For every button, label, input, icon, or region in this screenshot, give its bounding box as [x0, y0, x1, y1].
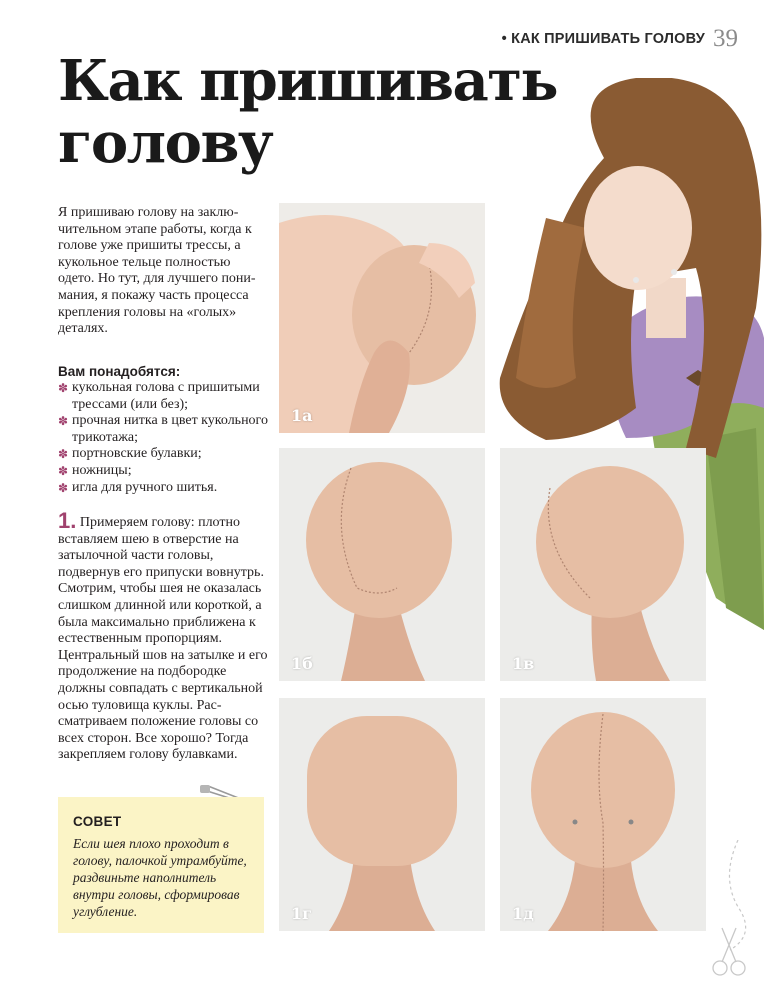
section-title: • КАК ПРИШИВАТЬ ГОЛОВУ [501, 31, 705, 47]
page-title-line-1: Как пришивать [58, 48, 557, 114]
page-title-line-2: голову [58, 110, 273, 176]
scissors-icon [700, 840, 760, 980]
list-item: ✽ кукольная голова с пришитыми трессами (или без); [58, 380, 260, 412]
materials-list [58, 380, 273, 497]
page-title [58, 50, 557, 174]
flower-bullet-icon: ✽ [58, 447, 69, 462]
step-text: Примеряем голову: плотно вставляем шею в отверстие на затылочной части головы, подвернув его припуски вовнутрь. Смотрим, чтобы шея не оказалась слишком длинной или короткой, а была максимально приближена к естественным пропорциям. Центральный шов на затылке и его продолжение на подбородке должны совпадать с вертикальной осью туловища куклы. Рассматриваем положение головы со всех сторон. Все хорошо? Тогда закрепляем голову булавками. [58, 515, 268, 763]
list-item: ✽ игла для ручного шитья. [58, 480, 218, 496]
photo-1v [500, 448, 706, 681]
photo-caption: 1б [291, 654, 313, 673]
flower-bullet-icon: ✽ [58, 381, 69, 395]
photo-1g [279, 698, 485, 931]
materials-title: Вам понадобятся: [58, 364, 181, 379]
photo-1g-image [279, 698, 485, 931]
photo-1b [279, 448, 485, 681]
flower-bullet-icon: ✽ [58, 481, 69, 496]
photo-1d-image [500, 698, 706, 931]
photo-caption: 1г [291, 904, 312, 923]
photo-1a [279, 203, 485, 433]
step-number: 1. [58, 508, 77, 533]
list-item: ✽ портновские булавки; [58, 446, 202, 462]
page-number: 39 [713, 25, 738, 52]
photo-1d [500, 698, 706, 931]
photo-caption: 1в [512, 654, 535, 673]
list-item: ✽ прочная нитка в цвет кукольного трикотажа; [58, 413, 268, 445]
tip-box [58, 797, 264, 933]
list-item: ✽ ножницы; [58, 463, 132, 479]
intro-paragraph: Я пришиваю голову на заключительном этапе работы, когда к голове уже пришиты трессы, а кукольное тельце полностью одето. Но тут, для лучшего понимания, я покажу часть процесса крепления головы на «голых» деталях. [58, 205, 256, 337]
step-1 [58, 508, 276, 764]
photo-1a-image [279, 203, 485, 433]
flower-bullet-icon: ✽ [58, 414, 69, 429]
photo-1v-image [500, 448, 706, 681]
photo-caption: 1а [291, 406, 313, 425]
photo-caption: 1д [512, 904, 534, 923]
photo-1b-image [279, 448, 485, 681]
tip-title: СОВЕТ [73, 814, 122, 829]
tip-text: Если шея плохо проходит в голову, палочкой утрамбуйте, раздвиньте наполнитель внутри головы, сформировав углубление. [73, 836, 247, 919]
flower-bullet-icon: ✽ [58, 464, 69, 479]
